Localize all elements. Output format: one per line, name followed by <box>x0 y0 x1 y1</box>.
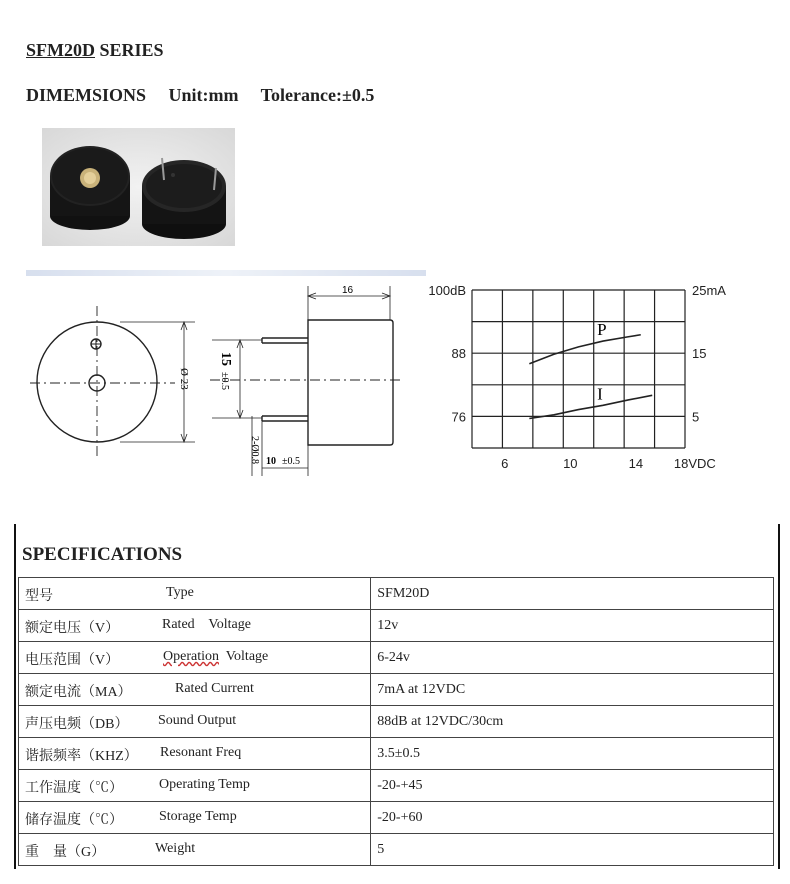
table-row <box>19 770 774 802</box>
y-tick-left: 76 <box>451 409 466 425</box>
spec-cn-label: 额定电流（MA） <box>25 685 132 700</box>
spec-cn-label: 型号 <box>25 589 53 604</box>
spec-en-label: Rated Current <box>175 681 254 696</box>
y-tick-left: 88 <box>451 346 466 362</box>
product-photo <box>42 128 235 246</box>
spec-cn-label: 工作温度（℃） <box>25 781 123 796</box>
x-tick: 6 <box>501 456 509 471</box>
series-label-p: P <box>597 320 607 340</box>
dim-pin-length-label: 10 <box>266 456 276 467</box>
x-tick: 18VDC <box>673 456 716 471</box>
series-title <box>26 40 164 61</box>
spec-cn-label: 电压范围（V） <box>25 653 120 668</box>
y-tick-left: 100dB <box>428 283 466 298</box>
spec-value: -20-+45 <box>371 770 774 802</box>
spec-value: 6-24v <box>371 642 774 674</box>
series-suffix: SERIES <box>95 40 164 60</box>
table-row <box>19 706 774 738</box>
y-tick-right: 5 <box>692 409 700 425</box>
x-tick: 14 <box>628 456 644 471</box>
spec-en-label: Weight <box>155 841 196 856</box>
spec-cn-label: 重 量（G） <box>25 845 106 860</box>
dim-diameter-label: Ø 23 <box>178 368 190 390</box>
spec-cn-label: 声压电频（DB） <box>25 717 129 732</box>
spec-cn-label: 额定电压（V） <box>25 621 120 636</box>
spec-value: 5 <box>371 834 774 866</box>
spec-en-label: Resonant Freq <box>160 745 242 760</box>
dim-pin-diameter-label: 2-Ø0.8 <box>249 436 260 465</box>
spec-cn-label: 储存温度（℃） <box>25 813 123 828</box>
spec-title: SPECIFICATIONS <box>22 544 183 565</box>
chart-grid <box>472 290 685 448</box>
series-line-i <box>529 395 652 418</box>
series-label-i: I <box>597 384 603 404</box>
spec-en-label: Voltage <box>218 649 269 664</box>
table-row <box>19 610 774 642</box>
series-model: SFM20D <box>26 40 95 60</box>
dim-pin-spacing-label: 15 <box>218 352 233 366</box>
dim-length-label: 16 <box>342 285 354 296</box>
spec-value: -20-+60 <box>371 802 774 834</box>
dimensions-line: DIMEMSIONS Unit:mm Tolerance:±0.5 <box>26 85 375 105</box>
spec-value: 88dB at 12VDC/30cm <box>371 706 774 738</box>
spec-cn-label: 谐振频率（KHZ） <box>25 749 138 764</box>
spec-en-label: Type <box>166 585 194 600</box>
spec-table <box>18 577 774 866</box>
spec-value: 7mA at 12VDC <box>371 674 774 706</box>
spec-value: SFM20D <box>371 578 774 610</box>
spec-en-label: Operating Temp <box>159 777 250 792</box>
y-tick-right: 15 <box>692 346 707 362</box>
spec-en-label: Rated Voltage <box>162 617 251 632</box>
x-tick: 10 <box>563 456 578 471</box>
spec-value: 3.5±0.5 <box>371 738 774 770</box>
table-row <box>19 578 774 610</box>
performance-chart <box>420 276 750 476</box>
spec-en-label: Sound Output <box>158 713 237 728</box>
table-row <box>19 834 774 866</box>
table-row <box>19 738 774 770</box>
spec-value: 12v <box>371 610 774 642</box>
dim-pin-length-tol: ±0.5 <box>282 456 300 467</box>
y-tick-right: 25mA <box>692 283 726 298</box>
spec-en-label: Storage Temp <box>159 809 237 824</box>
chart-series <box>529 320 652 418</box>
spec-en-label-misspelled: Operation <box>163 649 219 664</box>
table-row <box>19 802 774 834</box>
dim-pin-spacing-tol: ±0.5 <box>219 372 230 390</box>
table-row <box>19 674 774 706</box>
table-row <box>19 642 774 674</box>
